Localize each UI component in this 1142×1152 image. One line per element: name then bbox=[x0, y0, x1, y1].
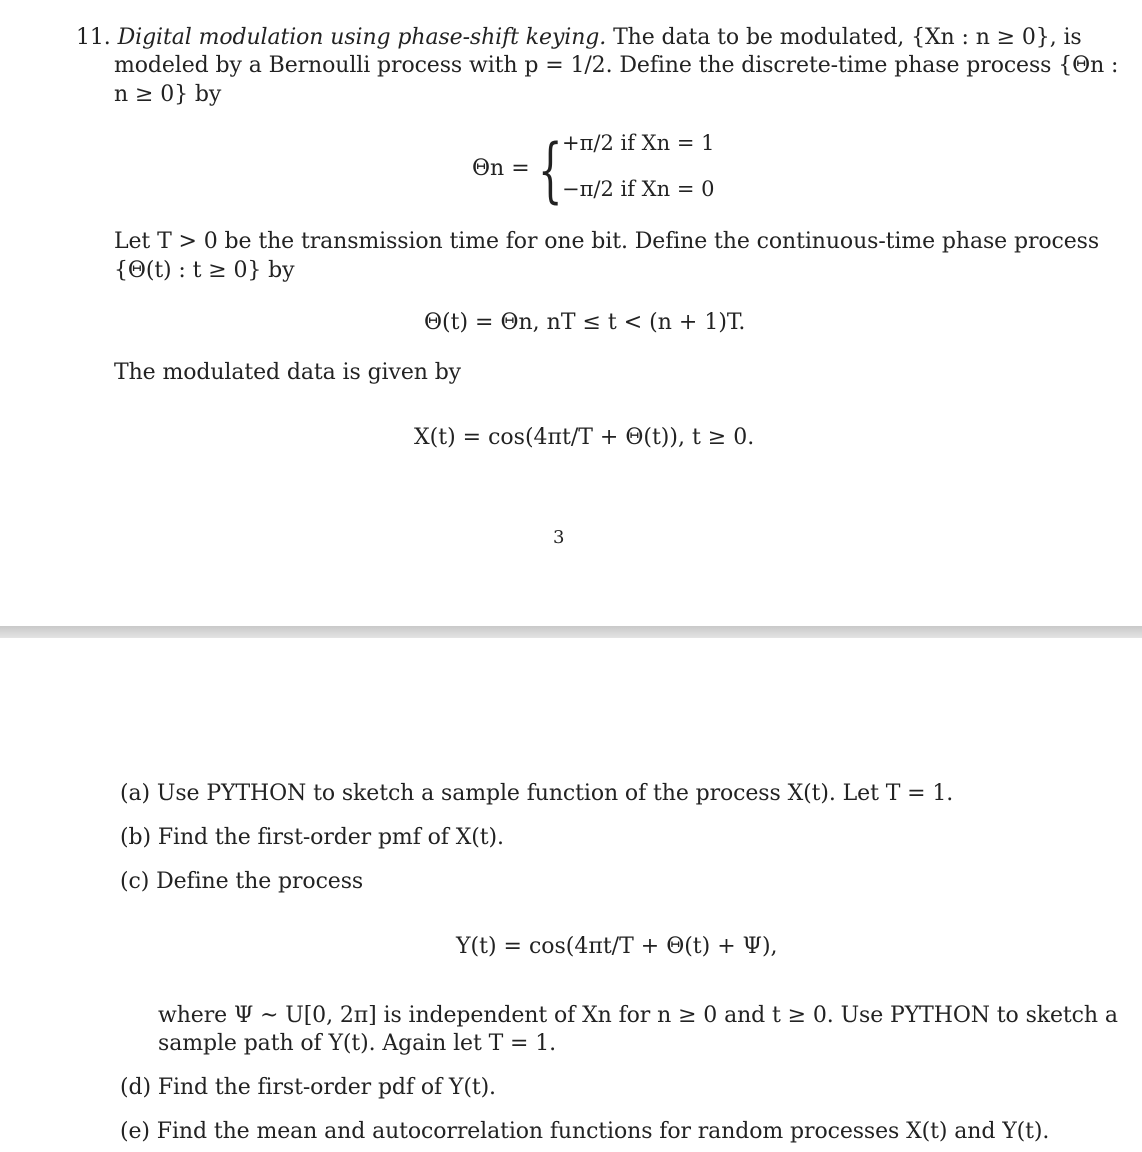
part-c-line-2: sample path of Y(t). Again let T = 1. bbox=[158, 1031, 557, 1056]
let-line-2: {Θ(t) : t ≥ 0} by bbox=[114, 258, 295, 283]
x-equation: X(t) = cos(4πt/T + Θ(t)), t ≥ 0. bbox=[414, 425, 755, 450]
part-b: (b) Find the first-order pmf of X(t). bbox=[120, 825, 504, 850]
page-separator bbox=[0, 626, 1142, 638]
theta-n-lhs: Θn = bbox=[472, 156, 530, 181]
let-line-1: Let T > 0 be the transmission time for one bit. Define the continuous-time phase process bbox=[114, 229, 1100, 254]
y-equation: Y(t) = cos(4πt/T + Θ(t) + Ψ), bbox=[456, 934, 778, 959]
page-number: 3 bbox=[553, 527, 565, 548]
problem-heading bbox=[76, 24, 1082, 52]
intro-line-3: n ≥ 0} by bbox=[114, 82, 222, 107]
page-bottom bbox=[0, 638, 1142, 1152]
part-d: (d) Find the first-order pdf of Y(t). bbox=[120, 1075, 496, 1100]
theta-t-equation: Θ(t) = Θn, nT ≤ t < (n + 1)T. bbox=[424, 310, 746, 335]
intro-line-2: modeled by a Bernoulli process with p = 1/2. Define the discrete-time phase process {Θn : bbox=[114, 53, 1119, 78]
intro-line-1: The data to be modulated, {Xn : n ≥ 0}, is bbox=[613, 25, 1082, 50]
problem-title: Digital modulation using phase-shift keying. bbox=[117, 25, 607, 50]
piecewise-brace: { bbox=[538, 129, 563, 211]
part-c-line-1: where Ψ ~ U[0, 2π] is independent of Xn for n ≥ 0 and t ≥ 0. Use PYTHON to sketch a bbox=[158, 1003, 1118, 1028]
part-c: (c) Define the process bbox=[120, 869, 364, 894]
modulated-intro: The modulated data is given by bbox=[114, 360, 462, 385]
case-plus: +π/2 if Xn = 1 bbox=[562, 131, 715, 155]
case-minus: −π/2 if Xn = 0 bbox=[562, 177, 715, 201]
part-e: (e) Find the mean and autocorrelation functions for random processes X(t) and Y(t). bbox=[120, 1119, 1050, 1144]
part-a: (a) Use PYTHON to sketch a sample function of the process X(t). Let T = 1. bbox=[120, 781, 954, 806]
problem-number: 11. bbox=[76, 25, 111, 50]
